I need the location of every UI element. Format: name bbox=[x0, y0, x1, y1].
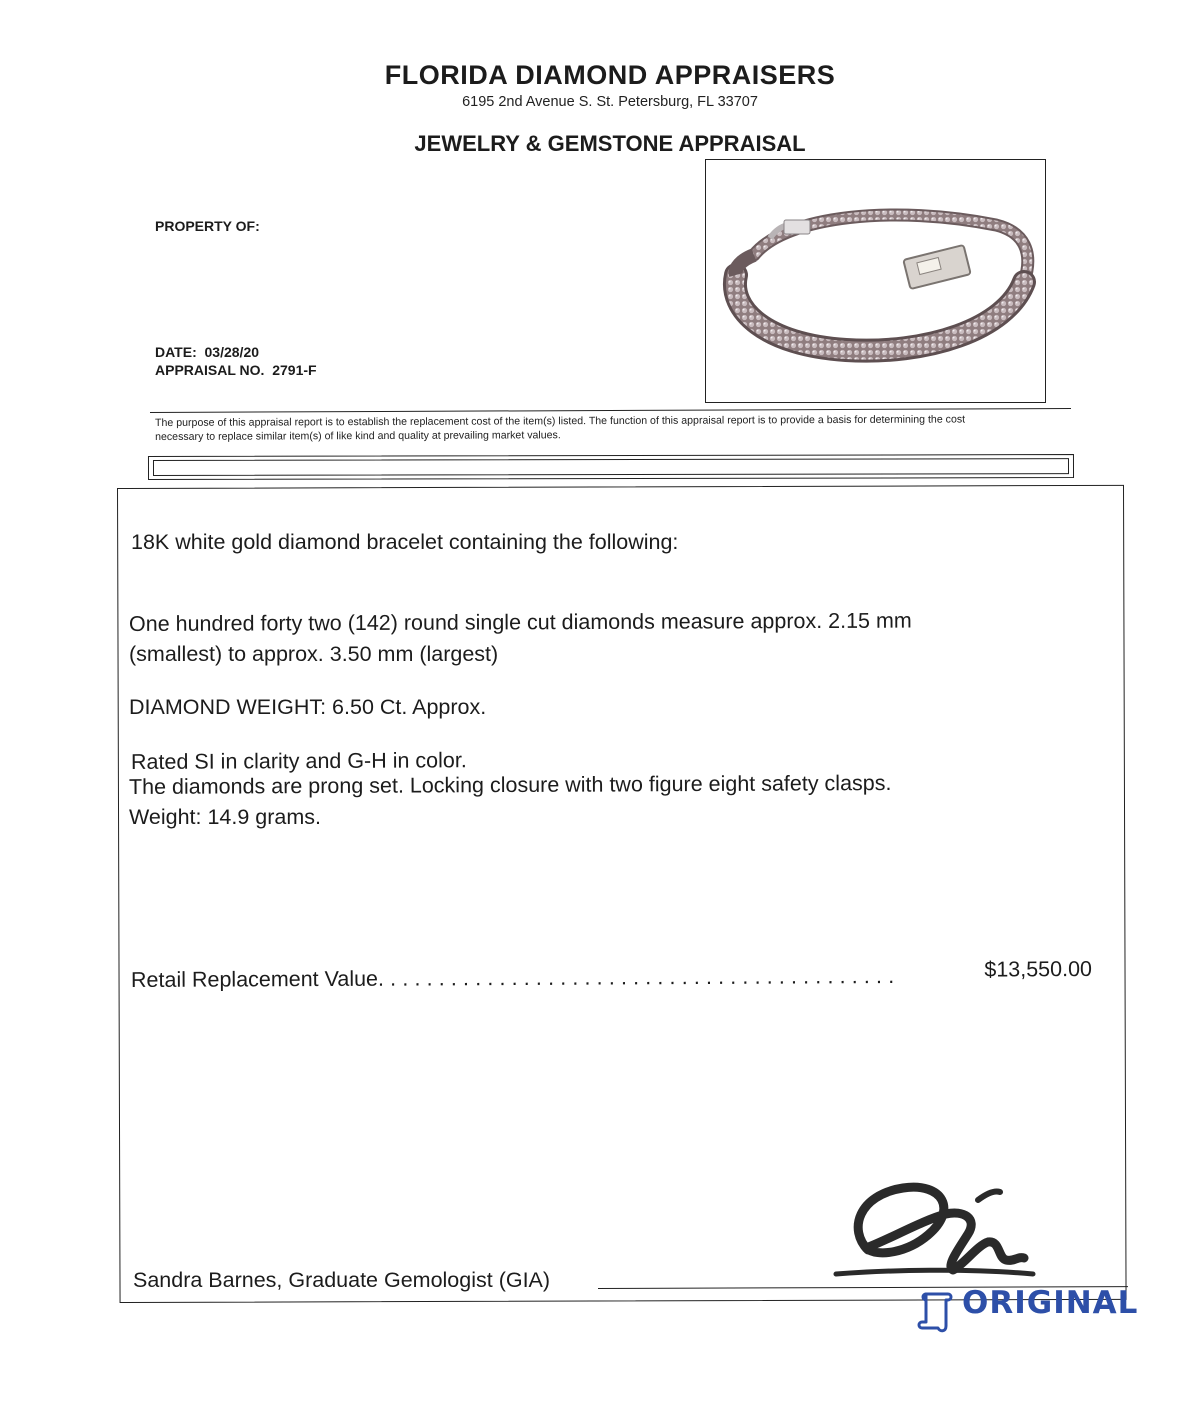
date-row bbox=[155, 344, 259, 360]
diamonds-line-2: (smallest) to approx. 3.50 mm (largest) bbox=[129, 642, 499, 666]
diamonds-line-1: One hundred forty two (142) round single cut diamonds measure approx. 2.15 mm bbox=[128, 608, 912, 636]
valuation-row bbox=[130, 956, 1096, 993]
appraisal-number-label: APPRAISAL NO. bbox=[155, 362, 265, 378]
property-of-label: PROPERTY OF: bbox=[155, 218, 260, 234]
document-title: JEWELRY & GEMSTONE APPRAISAL bbox=[414, 131, 806, 156]
stamp-scroll-icon bbox=[916, 1288, 958, 1336]
bracelet-photo bbox=[706, 160, 1044, 401]
signature-scribble bbox=[828, 1170, 1038, 1290]
bracelet-photo-frame bbox=[705, 159, 1046, 403]
original-stamp: ORIGINAL bbox=[962, 1285, 1139, 1321]
purpose-line-2: necessary to replace similar item(s) of like kind and quality at prevailing market values. bbox=[155, 429, 561, 443]
clarity-color-rating: Rated SI in clarity and G-H in color. bbox=[130, 748, 467, 774]
date-value: 03/28/20 bbox=[204, 344, 260, 360]
setting-description: The diamonds are prong set. Locking closure with two figure eight safety clasps. bbox=[128, 771, 892, 799]
date-label: DATE: bbox=[155, 344, 197, 360]
purpose-statement bbox=[155, 412, 1075, 444]
valuation-leader-dots: . . . . . . . . . . . . . . . . . . . . . . . . . . . . . . . . . . . . . . . . . . . bbox=[377, 964, 895, 991]
appraisal-number-row bbox=[155, 362, 317, 378]
purpose-line-1: The purpose of this appraisal report is to establish the replacement cost of the item(s) listed. The function of this appraisal report is to provide a basis for determining the cost bbox=[155, 413, 966, 429]
diamond-weight: DIAMOND WEIGHT: 6.50 Ct. Approx. bbox=[129, 695, 487, 719]
company-address: 6195 2nd Avenue S. St. Petersburg, FL 33707 bbox=[462, 94, 758, 110]
company-name: FLORIDA DIAMOND APPRAISERS bbox=[384, 60, 836, 90]
valuation-label: Retail Replacement Value bbox=[130, 966, 379, 992]
item-intro: 18K white gold diamond bracelet containing the following: bbox=[131, 530, 679, 554]
signer-name: Sandra Barnes, Graduate Gemologist (GIA) bbox=[133, 1268, 551, 1292]
appraisal-number-value: 2791-F bbox=[272, 362, 317, 378]
empty-frame-inner bbox=[153, 458, 1069, 476]
valuation-amount: $13,550.00 bbox=[984, 956, 1093, 982]
gram-weight: Weight: 14.9 grams. bbox=[129, 805, 321, 829]
